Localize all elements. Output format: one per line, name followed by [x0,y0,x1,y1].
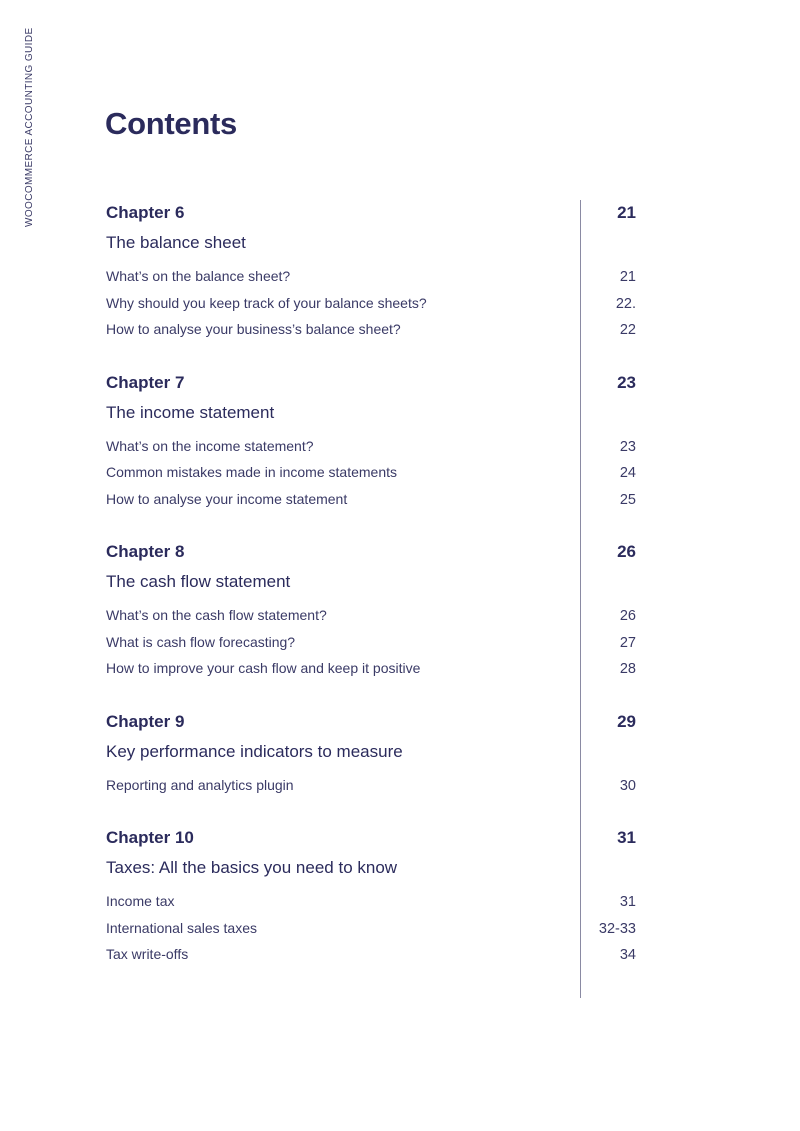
chapter-heading[interactable] [106,370,636,403]
table-of-contents [106,200,636,995]
chapter-6 [106,200,636,348]
entry-text: Tax write-offs [106,946,189,962]
chapter-heading[interactable] [106,200,636,233]
toc-entry[interactable] [106,893,636,920]
toc-entry[interactable] [106,268,636,295]
entry-page-number: 21 [619,269,636,285]
entry-text: Reporting and analytics plugin [106,776,294,793]
entry-text: What is cash flow forecasting? [106,633,296,650]
chapter-9 [106,709,636,804]
chapter-heading[interactable] [106,709,636,742]
chapter-title: Taxes: All the basics you need to know [106,858,398,877]
entry-text: Why should you keep track of your balance sheets? [106,294,427,311]
entry-text: How to analyse your income statement [106,490,348,507]
entry-text: What’s on the balance sheet? [106,268,291,284]
entry-text: What’s on the cash flow statement? [106,607,327,623]
toc-entry[interactable] [106,920,636,947]
chapter-page-number: 23 [617,372,636,392]
chapter-heading[interactable] [106,539,636,572]
chapter-page-number: 26 [617,542,636,561]
entry-page-number: 22. [615,295,636,312]
page-title: Contents [105,106,237,141]
chapter-label: Chapter 9 [106,711,185,731]
toc-entry[interactable] [106,321,636,348]
toc-entry[interactable] [106,438,636,465]
chapter-heading[interactable] [106,825,636,858]
toc-entry[interactable] [106,464,636,491]
chapter-label: Chapter 6 [106,203,185,222]
entry-page-number: 23 [619,438,636,455]
chapter-page-number: 31 [617,828,636,847]
chapter-label: Chapter 7 [106,372,185,392]
entry-page-number: 26 [619,608,636,624]
entry-text: International sales taxes [106,919,257,936]
toc-entry[interactable] [106,946,636,973]
entry-text: What’s on the income statement? [106,437,314,454]
entry-page-number: 24 [619,465,636,481]
chapter-10 [106,825,636,973]
entry-text: How to analyse your business’s balance sheet? [106,321,401,337]
side-running-title: WOOCOMMERCE ACCOUNTING GUIDE [24,27,35,227]
chapter-page-number: 21 [617,203,636,222]
chapter-title: The cash flow statement [106,572,291,591]
chapter-8 [106,539,636,687]
chapter-label: Chapter 10 [106,828,194,847]
chapter-title: The balance sheet [106,233,246,252]
toc-entry[interactable] [106,777,636,804]
chapter-page-number: 29 [617,711,636,731]
entry-text: Common mistakes made in income statements [106,464,397,480]
entry-page-number: 30 [619,777,636,794]
chapter-7 [106,370,636,518]
entry-page-number: 28 [619,661,636,677]
entry-page-number: 22 [619,322,636,338]
entry-text: Income tax [106,893,175,909]
toc-entry[interactable] [106,295,636,322]
entry-page-number: 32-33 [598,920,636,937]
entry-page-number: 34 [619,947,636,963]
entry-page-number: 25 [619,491,636,508]
toc-entry[interactable] [106,491,636,518]
chapter-label: Chapter 8 [106,542,185,561]
toc-entry[interactable] [106,634,636,661]
toc-entry[interactable] [106,660,636,687]
toc-entry[interactable] [106,607,636,634]
entry-text: How to improve your cash flow and keep it positive [106,660,421,676]
entry-page-number: 27 [619,634,636,651]
chapter-title: Key performance indicators to measure [106,741,403,761]
entry-page-number: 31 [619,894,636,910]
chapter-title: The income statement [106,402,275,422]
